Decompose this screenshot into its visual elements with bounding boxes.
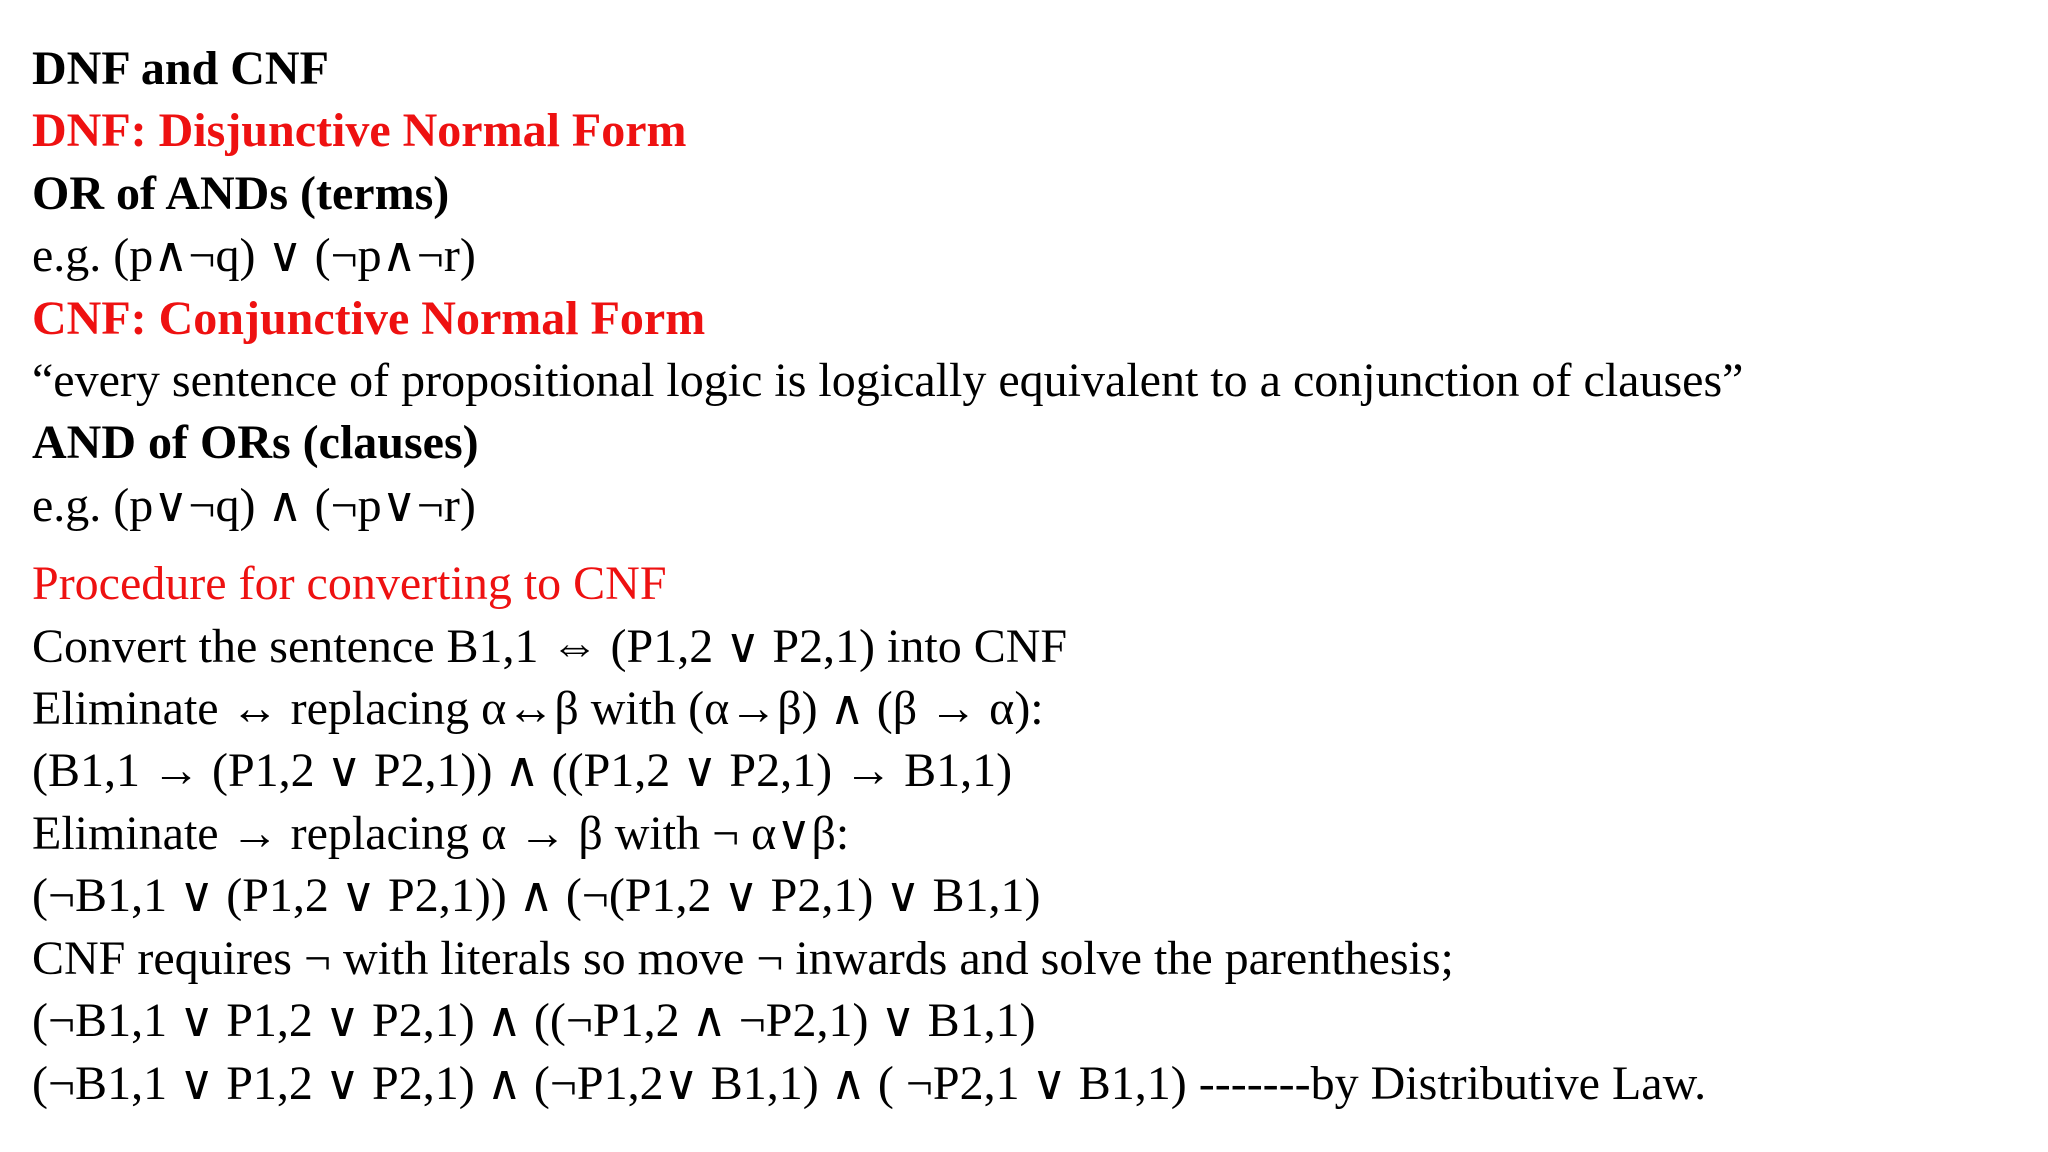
procedure-step-eliminate-implication: Eliminate → replacing α → β with ¬ α∨β: <box>32 806 850 860</box>
procedure-formula-1: (B1,1 → (P1,2 ∨ P2,1)) ∧ ((P1,2 ∨ P2,1) → B1,1) <box>32 744 1013 798</box>
procedure-step-eliminate-biconditional: Eliminate ↔ replacing α↔β with (α→β) ∧ (β → α): <box>32 682 1044 736</box>
cnf-definition: AND of ORs (clauses) <box>32 416 479 470</box>
slide-content <box>32 38 2032 1115</box>
cnf-heading: CNF: Conjunctive Normal Form <box>32 291 706 345</box>
procedure-step-move-negation: CNF requires ¬ with literals so move ¬ inwards and solve the parenthesis; <box>32 931 1454 985</box>
dnf-example: e.g. (p∧¬q) ∨ (¬p∧¬r) <box>32 229 476 283</box>
slide-title: DNF and CNF <box>32 42 329 95</box>
procedure-step-convert: Convert the sentence B1,1 ⇔ (P1,2 ∨ P2,1) into CNF <box>32 619 1068 673</box>
section-spacer <box>32 537 2032 553</box>
procedure-formula-2: (¬B1,1 ∨ (P1,2 ∨ P2,1)) ∧ (¬(P1,2 ∨ P2,1) ∨ B1,1) <box>32 869 1041 923</box>
dnf-heading: DNF: Disjunctive Normal Form <box>32 104 687 158</box>
procedure-formula-final: (¬B1,1 ∨ P1,2 ∨ P2,1) ∧ (¬P1,2∨ B1,1) ∧ ( ¬P2,1 ∨ B1,1) -------by Distributive Law. <box>32 1056 1707 1110</box>
procedure-formula-3: (¬B1,1 ∨ P1,2 ∨ P2,1) ∧ ((¬P1,2 ∧ ¬P2,1) ∨ B1,1) <box>32 994 1036 1048</box>
cnf-example: e.g. (p∨¬q) ∧ (¬p∨¬r) <box>32 478 476 532</box>
cnf-quote: “every sentence of propositional logic is logically equivalent to a conjunction of clauses” <box>32 354 1744 408</box>
procedure-heading: Procedure for converting to CNF <box>32 557 667 611</box>
dnf-definition: OR of ANDs (terms) <box>32 166 450 220</box>
